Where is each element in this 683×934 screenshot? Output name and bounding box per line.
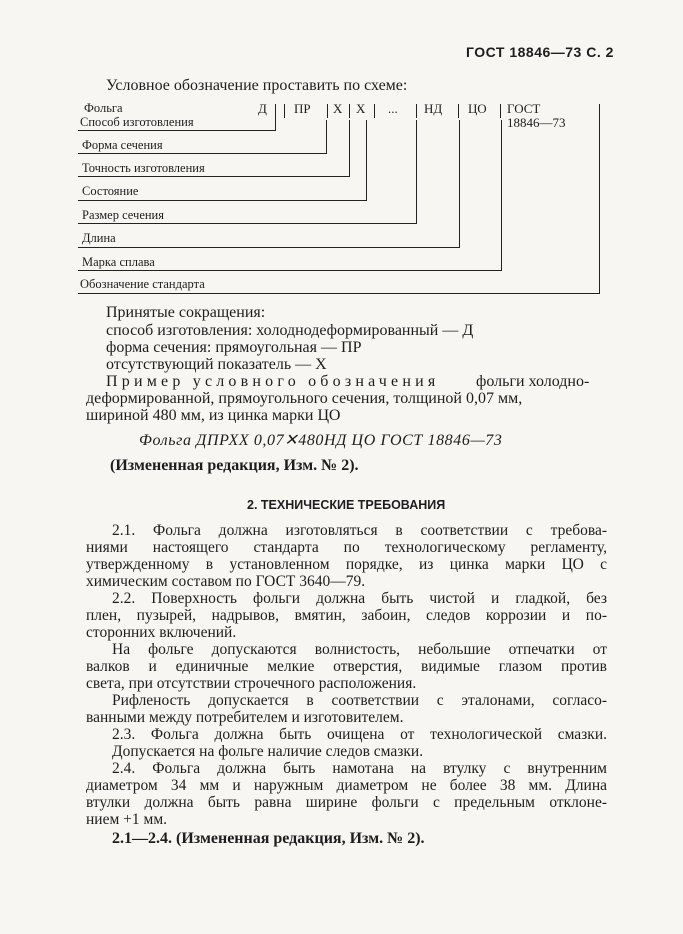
body-line: ванными между потребителем и изготовителем. [86,709,404,726]
code-x1: Х [333,101,343,116]
scheme-drop [275,104,276,131]
scheme-drop [366,120,367,201]
code-separator [284,104,285,118]
code-d: Д [258,101,267,116]
scheme-drop [416,120,417,224]
body-line: 2.1. Фольга должна изготовляться в соответствии с требова- [112,522,607,539]
code-separator [349,104,350,118]
body-line: света, при отсутствии строчечного расположения. [86,675,417,692]
code-separator [416,104,417,118]
scheme-drop [349,120,350,177]
body-line: Допускается на фольге наличие следов смазки. [112,743,424,760]
scheme-line [78,130,275,131]
code-gost: ГОСТ [507,101,541,116]
scheme-drop [599,104,600,294]
body-line: 2.3. Фольга должна быть очищена от технологической смазки. [112,726,607,743]
scheme-line [78,270,501,271]
code-separator [374,104,375,118]
abbrev-title: Принятые сокращения: [106,304,266,321]
page-header: ГОСТ 18846—73 С. 2 [466,44,614,60]
code-tso: ЦО [468,101,487,116]
example-line: шириной 480 мм, из цинка марки ЦО [86,407,341,424]
scheme-row-method: Способ изготовления [80,115,194,129]
scheme-line [78,200,366,201]
code-separator [458,104,459,118]
code-gost-number: 18846—73 [507,115,566,130]
scheme-row-precision: Точность изготовления [82,161,205,175]
body-line: Рифленость допускается в соответствии с эталонами, согласо- [112,692,607,709]
example-lead: Пример условного обозначения [106,373,440,390]
example-revision: (Измененная редакция, Изм. № 2). [110,457,359,474]
body-line: втулки должна быть равна ширине фольги с предельным отклоне- [86,794,607,811]
body-line: нием +1 мм. [86,811,168,828]
section-revision: 2.1—2.4. (Измененная редакция, Изм. № 2). [112,830,425,847]
code-nd: НД [424,101,443,116]
code-dots: ... [388,101,398,116]
scheme-drop [501,120,502,271]
body-line: 2.2. Поверхность фольги должна быть чистой и гладкой, без [112,590,607,607]
scheme-row-alloy: Марка сплава [82,255,155,269]
scheme-row-state: Состояние [82,184,139,198]
body-line: утвержденному в установленном порядке, из цинка марки ЦО с [86,556,607,573]
body-line: ниями настоящего стандарта по технологическому регламенту, [86,539,607,556]
scheme-line [78,247,459,248]
code-separator [327,104,328,118]
example-rest: фольги холодно- [476,373,590,390]
body-line: На фольге допускаются волнистость, небольшие отпечатки от [112,641,607,658]
body-line: 2.4. Фольга должна быть намотана на втулку с внутренним [112,760,607,777]
code-x2: Х [356,101,366,116]
scheme-row-standard: Обозначение стандарта [80,277,205,291]
body-line: химическим составом по ГОСТ 3640—79. [86,573,366,590]
scheme-row-size: Размер сечения [82,208,164,222]
scheme-line [78,176,350,177]
scheme-row-length: Длина [82,231,116,245]
scheme-intro: Условное обозначение проставить по схеме: [106,77,408,94]
example-formula: Фольга ДПРХХ 0,07✕480НД ЦО ГОСТ 18846—73 [139,432,503,449]
abbrev-line: отсутствующий показатель — Х [106,356,327,373]
body-line: сторонних включений. [86,624,237,641]
abbrev-line: способ изготовления: холоднодеформированный — Д [106,322,474,339]
section-title: 2. ТЕХНИЧЕСКИЕ ТРЕБОВАНИЯ [247,498,446,512]
abbrev-line: форма сечения: прямоугольная — ПР [106,339,362,356]
example-line: деформированной, прямоугольного сечения, толщиной 0,07 мм, [86,390,523,407]
scheme-line [78,153,327,154]
scheme-row-foil: Фольга [84,101,123,115]
scheme-drop [459,120,460,248]
body-line: диаметром 34 мм и наружным диаметром не более 38 мм. Длина [86,777,607,794]
code-separator [500,104,501,118]
scheme-line [78,223,416,224]
body-line: плен, пузырей, надрывов, вмятин, забоин, следов коррозии и по- [86,607,607,624]
body-line: валков и единичные мелкие отверстия, видимые глазом против [86,658,607,675]
scheme-row-shape: Форма сечения [82,138,163,152]
scheme-line [78,293,599,294]
scheme-drop [326,120,327,154]
code-pr: ПР [294,101,311,116]
